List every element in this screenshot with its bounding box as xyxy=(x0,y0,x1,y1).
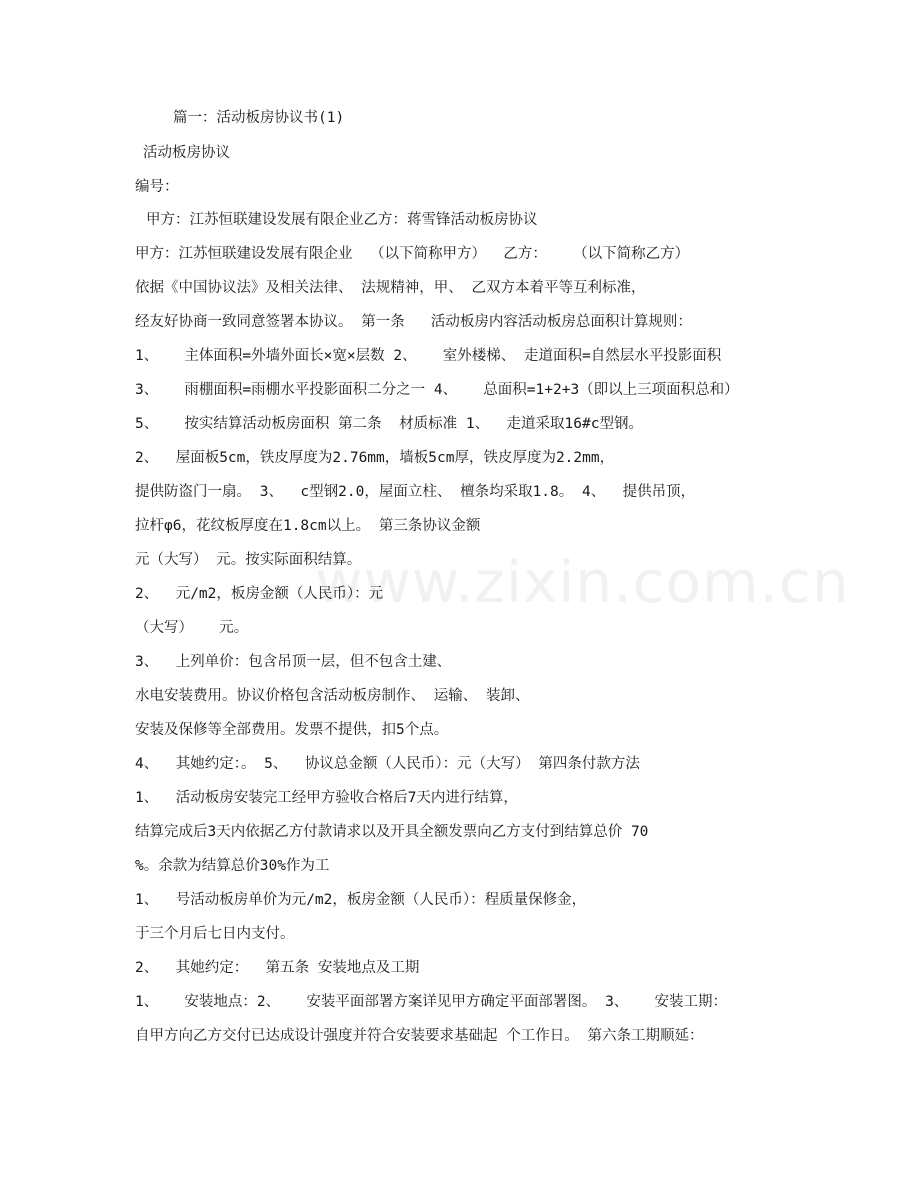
body-line: 自甲方向乙方交付已达成设计强度并符合安装要求基础起 个工作日。 第六条工期顺延： xyxy=(135,1028,704,1044)
body-line: 1、 活动板房安装完工经甲方验收合格后7天内进行结算， xyxy=(135,790,518,806)
body-line: 3、 雨棚面积=雨棚水平投影面积二分之一 4、 总面积=1+2+3（即以上三项面积总和） xyxy=(135,382,739,398)
body-line: 1、 安装地点：2、 安装平面部署方案详见甲方确定平面部署图。 3、 安装工期： xyxy=(135,994,727,1010)
body-line: 2、 其她约定： 第五条 安装地点及工期 xyxy=(135,960,420,976)
body-line: 1、 号活动板房单价为元/m2，板房金额（人民币）：程质量保修金， xyxy=(135,892,587,908)
body-line: %。余款为结算总价30%作为工 xyxy=(135,858,330,874)
body-line: 结算完成后3天内依据乙方付款请求以及开具全额发票向乙方支付到结算总价 70 xyxy=(135,824,649,840)
body-line: （大写） 元。 xyxy=(135,620,249,636)
body-line: 拉杆φ6，花纹板厚度在1.8cm以上。 第三条协议金额 xyxy=(135,518,481,534)
body-line: 水电安装费用。协议价格包含活动板房制作、 运输、 装卸、 xyxy=(135,688,530,704)
document-title: 篇一：活动板房协议书(1) xyxy=(173,110,345,126)
body-line: 3、 上列单价：包含吊顶一层，但不包含土建、 xyxy=(135,654,452,670)
body-line: 4、 其她约定：。 5、 协议总金额（人民币）：元（大写） 第四条付款方法 xyxy=(135,756,640,772)
body-line: 1、 主体面积=外墙外面长×宽×层数 2、 室外楼梯、 走道面积=自然层水平投影面积 xyxy=(135,348,722,364)
body-line: 于三个月后七日内支付。 xyxy=(135,926,295,942)
body-line: 依据《中国协议法》及相关法律、 法规精神，甲、 乙双方本着平等互利标准， xyxy=(135,280,646,296)
watermark: www.zixin.com.cn xyxy=(315,548,850,616)
body-line: 安装及保修等全部费用。发票不提供，扣5个点。 xyxy=(135,722,449,738)
body-line: 提供防盗门一扇。 3、 c型钢2.0，屋面立柱、 檀条均采取1.8。 4、 提供吊顶， xyxy=(135,484,696,500)
body-line: 经友好协商一致同意签署本协议。 第一条 活动板房内容活动板房总面积计算规则： xyxy=(135,314,692,330)
body-line: 5、 按实结算活动板房面积 第二条 材质标准 1、 走道采取16#c型钢。 xyxy=(135,416,643,432)
agreement-number-label: 编号： xyxy=(135,179,179,195)
body-line: 2、 元/m2，板房金额（人民币）：元 xyxy=(135,586,384,602)
body-line: 2、 屋面板5cm，铁皮厚度为2.76mm，墙板5cm厚，铁皮厚度为2.2mm， xyxy=(135,450,615,466)
body-line: 甲方：江苏恒联建设发展有限企业 （以下简称甲方） 乙方： （以下简称乙方） xyxy=(135,246,690,262)
agreement-heading: 活动板房协议 xyxy=(143,145,230,161)
body-line: 元（大写） 元。按实际面积结算。 xyxy=(135,552,362,568)
parties-line: 甲方：江苏恒联建设发展有限企业乙方：蒋雪锋活动板房协议 xyxy=(146,212,538,228)
